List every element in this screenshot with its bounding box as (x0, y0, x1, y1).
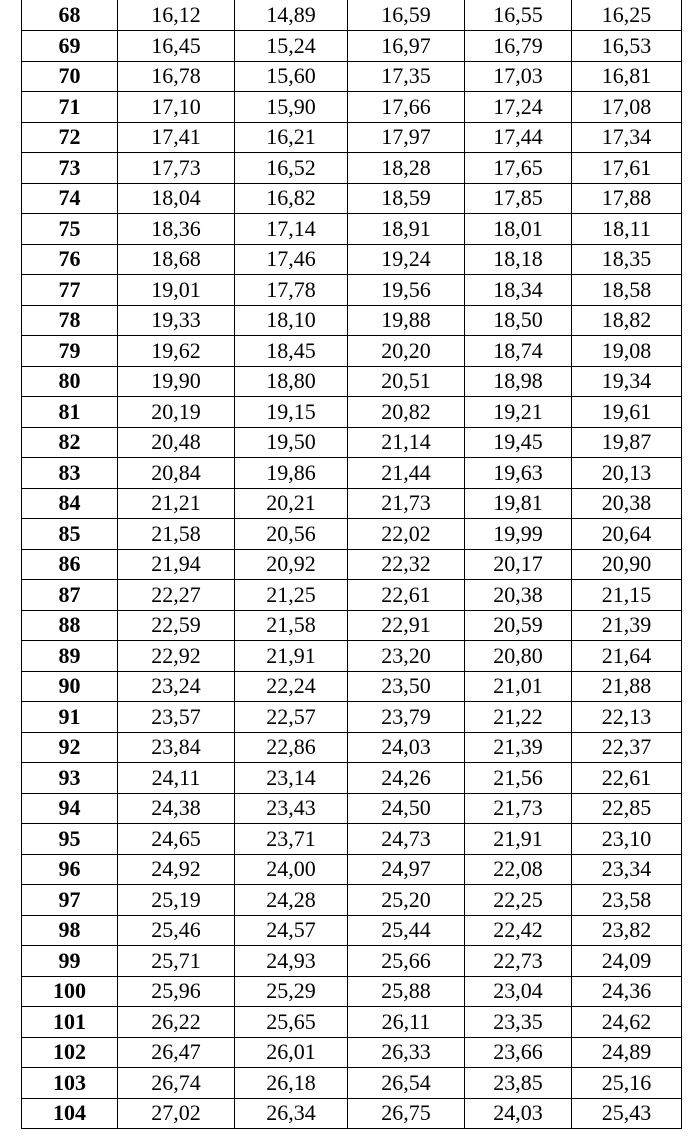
table-cell: 21,39 (572, 610, 682, 641)
table-cell: 21,58 (235, 610, 348, 641)
row-key-cell: 86 (22, 549, 118, 580)
table-cell: 26,11 (348, 1007, 465, 1038)
table-cell: 23,66 (465, 1037, 572, 1068)
row-key-cell: 72 (22, 122, 118, 153)
row-key-cell: 100 (22, 976, 118, 1007)
table-body (22, 0, 682, 1129)
table-cell: 16,45 (118, 31, 235, 62)
table-cell: 25,20 (348, 885, 465, 916)
table-cell: 19,24 (348, 244, 465, 275)
table-row (22, 793, 682, 824)
table-row (22, 488, 682, 519)
row-key-cell: 70 (22, 61, 118, 92)
table-cell: 21,15 (572, 580, 682, 611)
table-cell: 18,91 (348, 214, 465, 245)
table-cell: 22,57 (235, 702, 348, 733)
table-cell: 26,18 (235, 1068, 348, 1099)
table-cell: 19,88 (348, 305, 465, 336)
table-cell: 26,47 (118, 1037, 235, 1068)
table-cell: 23,20 (348, 641, 465, 672)
table-cell: 21,64 (572, 641, 682, 672)
table-cell: 20,51 (348, 366, 465, 397)
table-cell: 18,36 (118, 214, 235, 245)
row-key-cell: 97 (22, 885, 118, 916)
table-cell: 23,10 (572, 824, 682, 855)
table-cell: 17,35 (348, 61, 465, 92)
table-cell: 22,91 (348, 610, 465, 641)
table-cell: 19,01 (118, 275, 235, 306)
table-cell: 24,97 (348, 854, 465, 885)
table-row (22, 549, 682, 580)
table-cell: 17,34 (572, 122, 682, 153)
table-cell: 20,82 (348, 397, 465, 428)
row-key-cell: 90 (22, 671, 118, 702)
table-cell: 26,54 (348, 1068, 465, 1099)
table-cell: 25,46 (118, 915, 235, 946)
table-cell: 19,50 (235, 427, 348, 458)
table-cell: 17,65 (465, 153, 572, 184)
table-cell: 20,20 (348, 336, 465, 367)
table-row (22, 610, 682, 641)
table-cell: 24,65 (118, 824, 235, 855)
table-cell: 21,39 (465, 732, 572, 763)
table-cell: 24,73 (348, 824, 465, 855)
row-key-cell: 76 (22, 244, 118, 275)
table-cell: 24,36 (572, 976, 682, 1007)
table-cell: 25,16 (572, 1068, 682, 1099)
table-cell: 19,86 (235, 458, 348, 489)
table-cell: 17,85 (465, 183, 572, 214)
table-cell: 16,25 (572, 0, 682, 31)
table-cell: 17,78 (235, 275, 348, 306)
table-row (22, 336, 682, 367)
table-row (22, 885, 682, 916)
table-cell: 24,92 (118, 854, 235, 885)
table-cell: 22,61 (572, 763, 682, 794)
row-key-cell: 81 (22, 397, 118, 428)
table-row (22, 214, 682, 245)
table-cell: 18,80 (235, 366, 348, 397)
table-cell: 23,84 (118, 732, 235, 763)
table-row (22, 641, 682, 672)
table-cell: 27,02 (118, 1098, 235, 1129)
table-cell: 23,58 (572, 885, 682, 916)
table-cell: 18,50 (465, 305, 572, 336)
table-cell: 24,26 (348, 763, 465, 794)
table-cell: 18,58 (572, 275, 682, 306)
row-key-cell: 77 (22, 275, 118, 306)
table-cell: 18,34 (465, 275, 572, 306)
table-cell: 22,02 (348, 519, 465, 550)
table-cell: 21,73 (348, 488, 465, 519)
table-row (22, 1007, 682, 1038)
table-cell: 19,15 (235, 397, 348, 428)
table-row (22, 275, 682, 306)
table-cell: 16,12 (118, 0, 235, 31)
table-cell: 19,81 (465, 488, 572, 519)
table-cell: 19,45 (465, 427, 572, 458)
table-cell: 26,34 (235, 1098, 348, 1129)
table-cell: 22,27 (118, 580, 235, 611)
table-cell: 19,99 (465, 519, 572, 550)
table-cell: 16,81 (572, 61, 682, 92)
table-cell: 21,14 (348, 427, 465, 458)
table-cell: 23,24 (118, 671, 235, 702)
table-cell: 18,04 (118, 183, 235, 214)
table-cell: 17,73 (118, 153, 235, 184)
row-key-cell: 101 (22, 1007, 118, 1038)
table-cell: 23,85 (465, 1068, 572, 1099)
table-cell: 23,79 (348, 702, 465, 733)
table-cell: 26,74 (118, 1068, 235, 1099)
table-cell: 16,97 (348, 31, 465, 62)
table-row (22, 519, 682, 550)
table-cell: 24,50 (348, 793, 465, 824)
table-cell: 19,56 (348, 275, 465, 306)
table-cell: 23,71 (235, 824, 348, 855)
table-cell: 16,82 (235, 183, 348, 214)
row-key-cell: 103 (22, 1068, 118, 1099)
table-row (22, 702, 682, 733)
table-cell: 22,13 (572, 702, 682, 733)
table-cell: 17,14 (235, 214, 348, 245)
row-key-cell: 95 (22, 824, 118, 855)
table-row (22, 732, 682, 763)
table-row (22, 976, 682, 1007)
table-cell: 21,88 (572, 671, 682, 702)
table-cell: 20,59 (465, 610, 572, 641)
table-cell: 23,82 (572, 915, 682, 946)
row-key-cell: 85 (22, 519, 118, 550)
table-cell: 21,91 (465, 824, 572, 855)
table-cell: 21,01 (465, 671, 572, 702)
table-cell: 16,55 (465, 0, 572, 31)
table-cell: 24,09 (572, 946, 682, 977)
table-cell: 22,73 (465, 946, 572, 977)
table-cell: 21,91 (235, 641, 348, 672)
table-cell: 22,08 (465, 854, 572, 885)
row-key-cell: 73 (22, 153, 118, 184)
table-cell: 22,32 (348, 549, 465, 580)
table-cell: 23,14 (235, 763, 348, 794)
table-cell: 21,56 (465, 763, 572, 794)
table-cell: 17,08 (572, 92, 682, 123)
table-row (22, 1098, 682, 1129)
table-cell: 24,11 (118, 763, 235, 794)
row-key-cell: 102 (22, 1037, 118, 1068)
table-row (22, 31, 682, 62)
table-cell: 25,66 (348, 946, 465, 977)
table-cell: 17,66 (348, 92, 465, 123)
table-cell: 20,92 (235, 549, 348, 580)
table-cell: 25,71 (118, 946, 235, 977)
table-cell: 22,24 (235, 671, 348, 702)
row-key-cell: 84 (22, 488, 118, 519)
table-row (22, 427, 682, 458)
table-cell: 19,33 (118, 305, 235, 336)
table-cell: 20,17 (465, 549, 572, 580)
row-key-cell: 69 (22, 31, 118, 62)
table-cell: 23,34 (572, 854, 682, 885)
table-row (22, 763, 682, 794)
table-cell: 17,10 (118, 92, 235, 123)
row-key-cell: 82 (22, 427, 118, 458)
table-cell: 21,22 (465, 702, 572, 733)
table-row (22, 854, 682, 885)
table-cell: 17,24 (465, 92, 572, 123)
table-cell: 22,92 (118, 641, 235, 672)
table-cell: 16,21 (235, 122, 348, 153)
table-cell: 17,03 (465, 61, 572, 92)
table-cell: 20,19 (118, 397, 235, 428)
table-cell: 21,25 (235, 580, 348, 611)
table-row (22, 122, 682, 153)
data-table (21, 0, 682, 1129)
table-row (22, 915, 682, 946)
table-cell: 17,44 (465, 122, 572, 153)
table-cell: 16,79 (465, 31, 572, 62)
row-key-cell: 80 (22, 366, 118, 397)
table-cell: 20,48 (118, 427, 235, 458)
row-key-cell: 89 (22, 641, 118, 672)
table-cell: 18,45 (235, 336, 348, 367)
row-key-cell: 71 (22, 92, 118, 123)
table-cell: 22,59 (118, 610, 235, 641)
table-row (22, 580, 682, 611)
table-row (22, 244, 682, 275)
table-cell: 24,03 (465, 1098, 572, 1129)
table-cell: 23,43 (235, 793, 348, 824)
row-key-cell: 94 (22, 793, 118, 824)
table-cell: 18,18 (465, 244, 572, 275)
table-cell: 17,46 (235, 244, 348, 275)
table-cell: 24,38 (118, 793, 235, 824)
table-cell: 24,89 (572, 1037, 682, 1068)
table-cell: 25,88 (348, 976, 465, 1007)
table-cell: 25,29 (235, 976, 348, 1007)
table-row (22, 1037, 682, 1068)
table-cell: 20,38 (572, 488, 682, 519)
table-cell: 18,28 (348, 153, 465, 184)
table-cell: 18,35 (572, 244, 682, 275)
table-cell: 15,24 (235, 31, 348, 62)
table-cell: 19,08 (572, 336, 682, 367)
table-cell: 24,57 (235, 915, 348, 946)
table-cell: 16,59 (348, 0, 465, 31)
table-row (22, 458, 682, 489)
row-key-cell: 96 (22, 854, 118, 885)
table-cell: 18,11 (572, 214, 682, 245)
table-cell: 15,90 (235, 92, 348, 123)
table-cell: 24,03 (348, 732, 465, 763)
table-cell: 24,28 (235, 885, 348, 916)
table-cell: 22,85 (572, 793, 682, 824)
table-row (22, 305, 682, 336)
table-row (22, 61, 682, 92)
table-cell: 19,90 (118, 366, 235, 397)
table-cell: 25,43 (572, 1098, 682, 1129)
table-cell: 26,22 (118, 1007, 235, 1038)
row-key-cell: 104 (22, 1098, 118, 1129)
table-row (22, 946, 682, 977)
table-cell: 18,68 (118, 244, 235, 275)
table-cell: 25,65 (235, 1007, 348, 1038)
row-key-cell: 92 (22, 732, 118, 763)
table-row (22, 0, 682, 31)
table-cell: 18,82 (572, 305, 682, 336)
table-cell: 16,78 (118, 61, 235, 92)
table-cell: 24,93 (235, 946, 348, 977)
table-cell: 25,96 (118, 976, 235, 1007)
table-cell: 16,53 (572, 31, 682, 62)
row-key-cell: 88 (22, 610, 118, 641)
table-cell: 21,21 (118, 488, 235, 519)
table-cell: 20,13 (572, 458, 682, 489)
table-cell: 20,38 (465, 580, 572, 611)
table-cell: 17,97 (348, 122, 465, 153)
table-cell: 23,57 (118, 702, 235, 733)
table-cell: 17,61 (572, 153, 682, 184)
table-cell: 21,73 (465, 793, 572, 824)
table-row (22, 1068, 682, 1099)
table-cell: 20,56 (235, 519, 348, 550)
table-cell: 19,21 (465, 397, 572, 428)
row-key-cell: 99 (22, 946, 118, 977)
row-key-cell: 98 (22, 915, 118, 946)
table-row (22, 824, 682, 855)
table-row (22, 366, 682, 397)
row-key-cell: 79 (22, 336, 118, 367)
table-cell: 25,44 (348, 915, 465, 946)
table-cell: 18,59 (348, 183, 465, 214)
table-cell: 26,33 (348, 1037, 465, 1068)
table-cell: 22,42 (465, 915, 572, 946)
table-cell: 23,04 (465, 976, 572, 1007)
table-cell: 22,61 (348, 580, 465, 611)
table-cell: 14,89 (235, 0, 348, 31)
table-cell: 20,84 (118, 458, 235, 489)
table-cell: 24,00 (235, 854, 348, 885)
table-cell: 19,61 (572, 397, 682, 428)
table-cell: 26,75 (348, 1098, 465, 1129)
table-cell: 24,62 (572, 1007, 682, 1038)
table-row (22, 183, 682, 214)
table-cell: 19,87 (572, 427, 682, 458)
table-cell: 21,58 (118, 519, 235, 550)
table-cell: 22,25 (465, 885, 572, 916)
table-cell: 15,60 (235, 61, 348, 92)
table-row (22, 671, 682, 702)
table-cell: 17,41 (118, 122, 235, 153)
table-cell: 20,80 (465, 641, 572, 672)
table-cell: 22,86 (235, 732, 348, 763)
table-row (22, 153, 682, 184)
table-cell: 22,37 (572, 732, 682, 763)
table-cell: 18,10 (235, 305, 348, 336)
table-cell: 20,64 (572, 519, 682, 550)
table-cell: 19,34 (572, 366, 682, 397)
table-cell: 26,01 (235, 1037, 348, 1068)
row-key-cell: 93 (22, 763, 118, 794)
row-key-cell: 87 (22, 580, 118, 611)
table-cell: 18,01 (465, 214, 572, 245)
table-cell: 20,21 (235, 488, 348, 519)
table-cell: 21,94 (118, 549, 235, 580)
table-cell: 23,35 (465, 1007, 572, 1038)
table-cell: 17,88 (572, 183, 682, 214)
table-row (22, 92, 682, 123)
table-cell: 19,63 (465, 458, 572, 489)
table-cell: 18,74 (465, 336, 572, 367)
row-key-cell: 75 (22, 214, 118, 245)
row-key-cell: 74 (22, 183, 118, 214)
table-row (22, 397, 682, 428)
row-key-cell: 91 (22, 702, 118, 733)
table-cell: 21,44 (348, 458, 465, 489)
row-key-cell: 78 (22, 305, 118, 336)
row-key-cell: 83 (22, 458, 118, 489)
table-cell: 23,50 (348, 671, 465, 702)
table-cell: 20,90 (572, 549, 682, 580)
table-cell: 25,19 (118, 885, 235, 916)
table-cell: 16,52 (235, 153, 348, 184)
table-cell: 19,62 (118, 336, 235, 367)
row-key-cell: 68 (22, 0, 118, 31)
table-cell: 18,98 (465, 366, 572, 397)
